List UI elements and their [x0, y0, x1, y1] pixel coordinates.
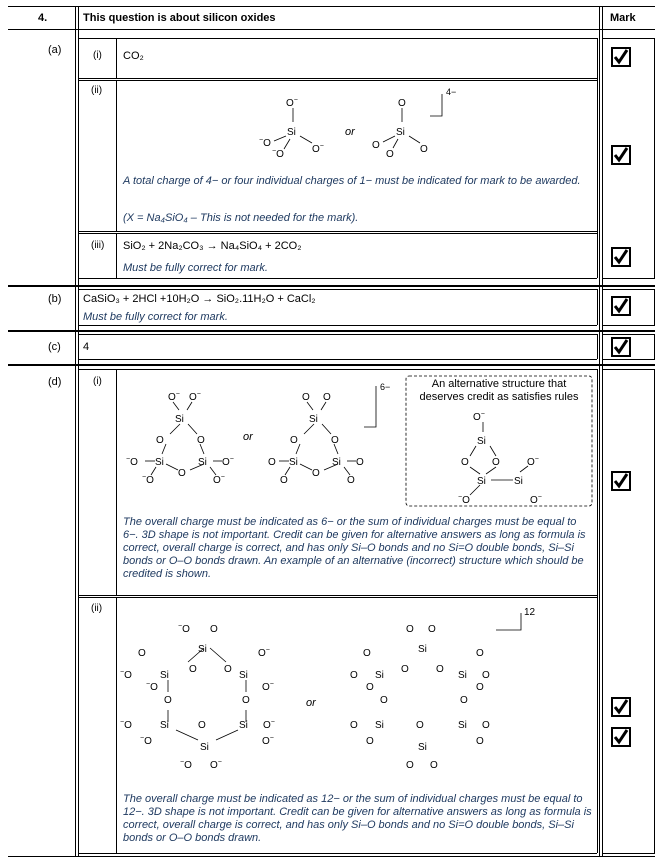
svg-text:O: O	[156, 435, 164, 446]
svg-text:Si: Si	[309, 414, 318, 425]
part-d-ii-note: The overall charge must be indicated as 12− or the sum of individual charges must be equal to 12−. 3D shape is not important. Credit can be given for alternative answers as long as formula is correct, overall charge is correct, and has only Si–O bonds and no Si=O double bonds, Si–Si bonds or O–O bonds drawn.	[123, 793, 592, 844]
part-c-label: (c)	[48, 341, 61, 353]
part-a-iii-equation: SiO₂ + 2Na₂CO₃ → Na₄SiO₄ + 2CO₂	[123, 240, 302, 252]
cyclohexasilicate-structures	[118, 600, 596, 785]
svg-text:Si: Si	[514, 476, 523, 487]
svg-text:O−: O−	[263, 719, 275, 731]
svg-text:12: 12	[524, 607, 536, 618]
svg-text:or: or	[345, 126, 355, 138]
svg-text:O: O	[372, 140, 380, 151]
svg-text:Si: Si	[458, 720, 467, 731]
svg-text:Si: Si	[396, 127, 405, 138]
svg-text:O: O	[302, 392, 310, 403]
svg-text:O: O	[363, 648, 371, 659]
svg-text:Si: Si	[200, 742, 209, 753]
svg-text:O: O	[406, 760, 414, 771]
svg-text:O: O	[280, 475, 288, 486]
svg-text:Si: Si	[477, 476, 486, 487]
svg-text:Si: Si	[175, 414, 184, 425]
svg-text:O: O	[366, 736, 374, 747]
svg-text:−O: −O	[120, 719, 132, 731]
svg-text:O: O	[312, 468, 320, 479]
svg-text:O: O	[380, 695, 388, 706]
svg-text:Si: Si	[160, 670, 169, 681]
svg-text:O−: O−	[527, 456, 539, 468]
svg-text:O: O	[416, 720, 424, 731]
svg-text:O−: O−	[473, 411, 485, 423]
svg-text:O: O	[197, 435, 205, 446]
svg-text:O: O	[482, 720, 490, 731]
svg-text:−O: −O	[180, 759, 192, 771]
svg-text:O: O	[398, 98, 406, 109]
part-d-ii-label: (ii)	[91, 603, 103, 614]
svg-text:Si: Si	[160, 720, 169, 731]
svg-text:O: O	[386, 149, 394, 160]
part-b-equation: CaSiO₃ + 2HCl +10H₂O → SiO₂.11H₂O + CaCl₂	[83, 293, 316, 305]
svg-text:O: O	[323, 392, 331, 403]
svg-text:O: O	[242, 695, 250, 706]
svg-text:−O: −O	[146, 681, 158, 693]
svg-text:O: O	[356, 457, 364, 468]
svg-text:O: O	[476, 736, 484, 747]
svg-text:Si: Si	[375, 720, 384, 731]
svg-text:O: O	[138, 648, 146, 659]
svg-text:Si: Si	[477, 436, 486, 447]
checkbox-ticked-icon	[611, 727, 631, 747]
svg-text:O: O	[189, 664, 197, 675]
svg-text:−O: −O	[178, 623, 190, 635]
svg-text:O−: O−	[213, 474, 225, 486]
checkbox-ticked-icon	[611, 145, 631, 165]
svg-text:O−: O−	[286, 97, 298, 109]
part-d-label: (d)	[48, 376, 62, 388]
svg-text:O−: O−	[189, 391, 201, 403]
svg-text:O: O	[436, 664, 444, 675]
svg-text:O−: O−	[210, 759, 222, 771]
part-a-ii-note: A total charge of 4− or four individual charges of 1− must be indicated for mark to be awarded.	[123, 175, 581, 187]
svg-text:O: O	[406, 624, 414, 635]
svg-text:O: O	[401, 664, 409, 675]
svg-text:Si: Si	[458, 670, 467, 681]
part-c-answer: 4	[83, 341, 90, 353]
svg-text:6−: 6−	[380, 382, 391, 392]
svg-text:Si: Si	[198, 644, 207, 655]
svg-text:Si: Si	[375, 670, 384, 681]
svg-text:deserves credit as satisfies r: deserves credit as satisfies rules	[419, 391, 579, 403]
svg-text:−O: −O	[126, 456, 138, 468]
svg-text:O: O	[224, 664, 232, 675]
question-title: This question is about silicon oxides	[83, 12, 276, 24]
checkbox-ticked-icon	[611, 471, 631, 491]
svg-text:O: O	[420, 144, 428, 155]
svg-text:O: O	[178, 468, 186, 479]
svg-text:O: O	[476, 682, 484, 693]
svg-text:O: O	[350, 670, 358, 681]
svg-text:−O: −O	[140, 735, 152, 747]
checkbox-ticked-icon	[611, 697, 631, 717]
checkbox-ticked-icon	[611, 337, 631, 357]
svg-text:O−: O−	[222, 456, 234, 468]
svg-text:O: O	[460, 695, 468, 706]
svg-text:O−: O−	[312, 143, 324, 155]
svg-text:O: O	[347, 475, 355, 486]
svg-text:O: O	[164, 695, 172, 706]
svg-text:Si: Si	[289, 457, 298, 468]
svg-text:Si: Si	[332, 457, 341, 468]
svg-text:O: O	[492, 457, 500, 468]
svg-text:O: O	[482, 670, 490, 681]
svg-text:O: O	[366, 682, 374, 693]
part-a-label: (a)	[48, 44, 62, 56]
part-a-iii-note: Must be fully correct for mark.	[123, 262, 268, 274]
svg-text:O: O	[430, 760, 438, 771]
svg-text:O−: O−	[262, 735, 274, 747]
part-a-ii-note-x: (X = Na₄SiO₄ – This is not needed for the mark).	[123, 212, 359, 224]
svg-text:O: O	[331, 435, 339, 446]
svg-text:O: O	[198, 720, 206, 731]
orthosilicate-structures	[250, 86, 470, 168]
part-b-label: (b)	[48, 293, 62, 305]
part-d-i-label: (i)	[93, 376, 102, 387]
svg-text:An alternative structure that: An alternative structure that	[431, 378, 567, 390]
svg-text:or: or	[306, 697, 316, 709]
svg-text:−O: −O	[142, 474, 154, 486]
svg-text:O: O	[476, 648, 484, 659]
svg-text:O−: O−	[168, 391, 180, 403]
part-a-i-answer: CO₂	[123, 50, 144, 62]
svg-text:4−: 4−	[446, 87, 457, 97]
svg-text:O−: O−	[530, 494, 542, 506]
svg-text:O: O	[210, 624, 218, 635]
svg-text:Si: Si	[418, 742, 427, 753]
cyclotrisilicate-structures	[118, 372, 596, 512]
svg-text:Si: Si	[287, 127, 296, 138]
part-a-iii-label: (iii)	[91, 240, 105, 251]
checkbox-ticked-icon	[611, 47, 631, 67]
svg-text:O: O	[350, 720, 358, 731]
question-number: 4.	[38, 12, 48, 24]
svg-text:Si: Si	[198, 457, 207, 468]
checkbox-ticked-icon	[611, 296, 631, 316]
svg-text:−O: −O	[120, 669, 132, 681]
svg-text:O: O	[428, 624, 436, 635]
svg-text:−O: −O	[272, 148, 284, 160]
part-d-i-note: The overall charge must be indicated as 6− or the sum of individual charges must be equal to 6−. 3D shape is not important. Credit can be given for alternative answers as long as formula is correct, overall charge is correct, and has only Si–O bonds and no Si=O double bonds, Si–Si bonds or O–O bonds drawn. An example of an alternative (incorrect) structure which should be credited is shown.	[123, 516, 586, 580]
svg-text:Si: Si	[239, 720, 248, 731]
mark-header: Mark	[610, 12, 636, 24]
svg-text:Si: Si	[239, 670, 248, 681]
svg-text:O: O	[461, 457, 469, 468]
svg-text:−O: −O	[259, 137, 271, 149]
svg-text:O−: O−	[262, 681, 274, 693]
svg-text:or: or	[243, 431, 253, 443]
part-a-ii-label: (ii)	[91, 85, 103, 96]
svg-text:O: O	[268, 457, 276, 468]
svg-text:−O: −O	[458, 494, 470, 506]
svg-text:Si: Si	[155, 457, 164, 468]
svg-text:O: O	[290, 435, 298, 446]
part-b-note: Must be fully correct for mark.	[83, 311, 228, 323]
part-a-i-label: (i)	[93, 50, 102, 61]
svg-text:O−: O−	[258, 647, 270, 659]
svg-text:Si: Si	[418, 644, 427, 655]
checkbox-ticked-icon	[611, 247, 631, 267]
